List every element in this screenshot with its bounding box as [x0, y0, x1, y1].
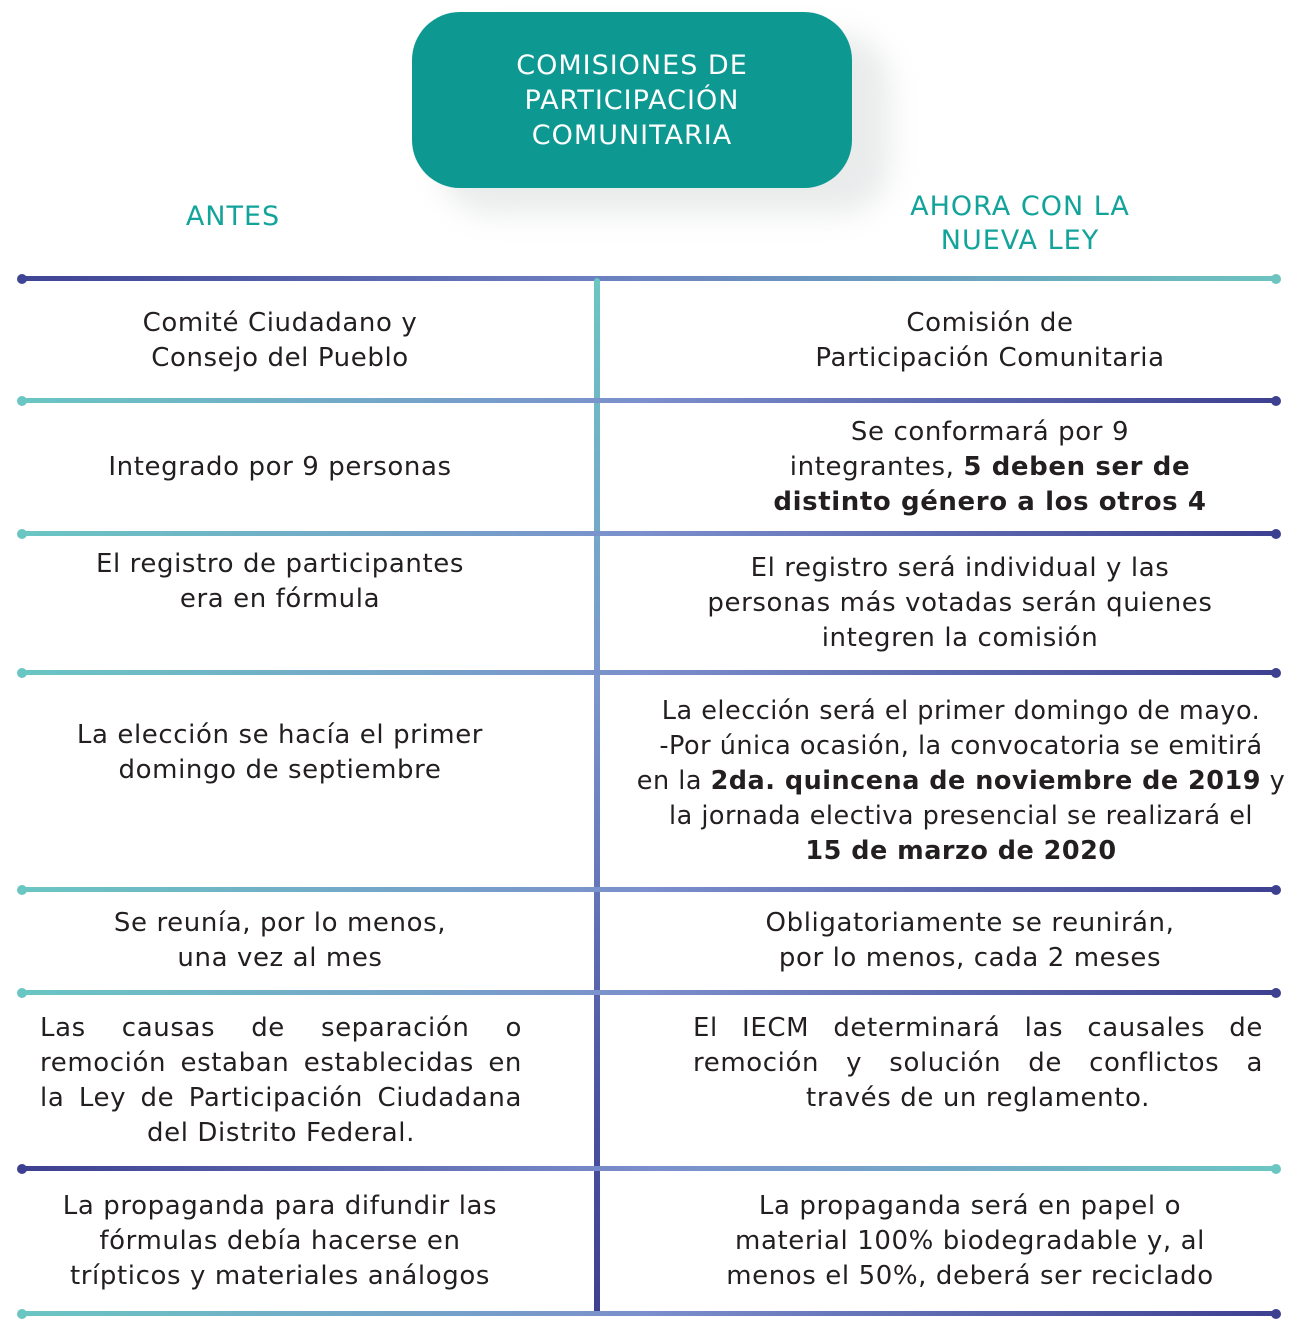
row-2-after — [640, 403, 1311, 531]
row-6-before — [40, 995, 522, 1166]
row-2-after-text-bold: 5 deben ser de distinto género a los otros 4 — [773, 451, 1207, 517]
row-6-before-text: Las causas de separación o remoción estaban establecidas en la Ley de Participación Ciudadana del Distrito Federal. — [40, 1012, 522, 1148]
row-2-before — [30, 403, 530, 531]
row-4-after-text-bold-2: 15 de marzo de 2020 — [805, 835, 1117, 866]
row-2-after-text — [773, 415, 1206, 520]
page-title: COMISIONES DE PARTICIPACIÓN COMUNITARIA — [516, 49, 748, 151]
row-3-after — [610, 536, 1310, 670]
row-5-after-text: Obligatoriamente se reunirán, por lo menos, cada 2 meses — [765, 908, 1175, 973]
row-3-before-text: El registro de participantes era en fórmula — [95, 549, 465, 614]
row-divider — [20, 1311, 1278, 1316]
row-7-after — [620, 1171, 1311, 1311]
column-heading-after: AHORA CON LA NUEVA LEY — [910, 191, 1130, 256]
row-4-after-text-regular-2: y la jornada electiva presencial se realizará el — [669, 765, 1286, 831]
row-4-before — [30, 675, 530, 887]
row-1-after-text: Comisión de Participación Comunitaria — [815, 307, 1165, 373]
row-1-before — [30, 283, 530, 398]
title-box — [412, 12, 852, 188]
row-3-before — [30, 536, 530, 670]
row-4-after-text-regular-1: La elección será el primer domingo de mayo. -Por única ocasión, la convocatoria se emitirá en la — [636, 695, 1263, 796]
row-7-before — [30, 1171, 530, 1311]
row-5-before-text: Se reunía, por lo menos, una vez al mes — [113, 908, 447, 973]
row-4-before-text: La elección se hacía el primer domingo de septiembre — [76, 720, 484, 785]
row-1-before-text: Comité Ciudadano y Consejo del Pueblo — [142, 307, 418, 373]
row-4-after-text-bold-1: 2da. quincena de noviembre de 2019 — [710, 765, 1262, 796]
row-5-after — [610, 892, 1311, 990]
column-divider — [594, 278, 600, 1314]
row-7-before-text: La propaganda para difundir las fórmulas debía hacerse en trípticos y materiales análogos — [62, 1190, 498, 1291]
row-7-after-text: La propaganda será en papel o material 100% biodegradable y, al menos el 50%, deberá ser reciclado — [726, 1190, 1214, 1291]
row-2-after-text-regular: Se conformará por 9 integrantes, — [789, 416, 1130, 482]
row-4-after-text — [637, 694, 1285, 869]
row-6-after-text: El IECM determinará las causales de remoción y solución de conflictos a través de un reglamento. — [693, 1013, 1263, 1113]
row-4-after — [605, 675, 1311, 887]
row-5-before — [30, 892, 530, 990]
row-3-after-text: El registro será individual y las personas más votadas serán quienes integren la comisión — [707, 552, 1213, 653]
row-2-before-text: Integrado por 9 personas — [108, 451, 452, 482]
column-heading-before: ANTES — [185, 201, 281, 232]
row-6-after — [693, 995, 1263, 1166]
header-divider — [20, 276, 1278, 281]
row-1-after — [640, 283, 1311, 398]
